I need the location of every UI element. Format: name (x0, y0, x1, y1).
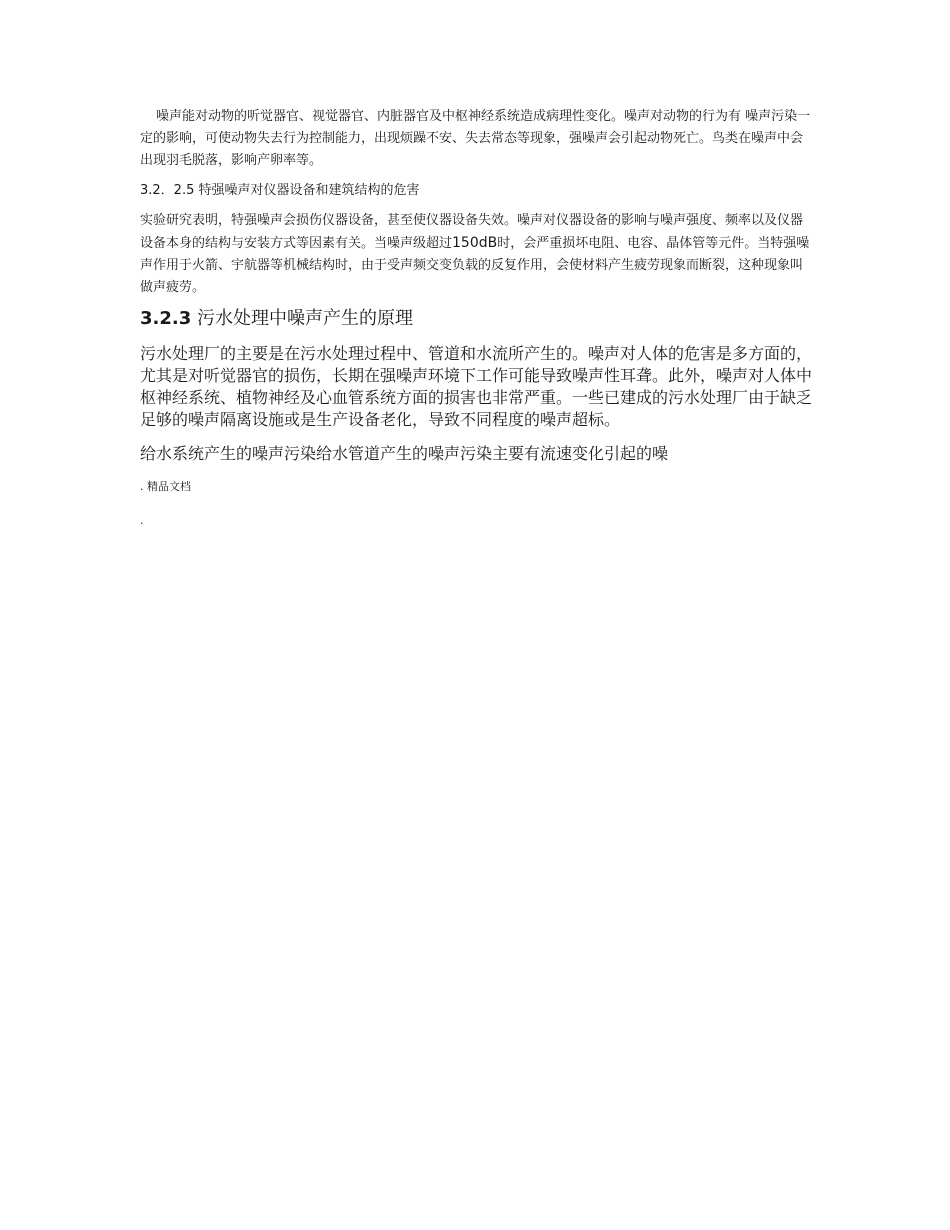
paragraph-water-supply-noise: 给水系统产生的噪声污染给水管道产生的噪声污染主要有流速变化引起的噪 (140, 444, 669, 463)
footer-dot: . (140, 514, 144, 527)
section-number: 3.2.3 (140, 308, 192, 329)
paragraph-animal-noise: 噪声能对动物的听觉器官、视觉器官、内脏器官及中枢神经系统造成病理性变化。噪声对动物的行为有 噪声污染一定的影响，可使动物失去行为控制能力，出现烦躁不安、失去常态等现象，强噪声会引起动物死亡。鸟类在噪声中会出现羽毛脱落，影响产卵率等。 (140, 109, 811, 168)
paragraph-equipment-damage (140, 210, 812, 299)
section-heading-3-2-3 (140, 305, 812, 333)
paragraph-wastewater-noise: 污水处理厂的主要是在污水处理过程中、管道和水流所产生的。噪声对人体的危害是多方面的，尤其是对听觉器官的损伤，长期在强噪声环境下工作可能导致噪声性耳聋。此外，噪声对人体中枢神经系统、植物神经及心血管系统方面的损害也非常严重。一些已建成的污水处理厂由于缺乏足够的噪声隔离设施或是生产设备老化，导致不同程度的噪声超标。 (140, 344, 813, 429)
section-title: 特强噪声对仪器设备和建筑结构的危害 (198, 183, 420, 198)
noise-level-value: 150dB (452, 235, 498, 251)
section-number: 3.2．2.5 (140, 183, 195, 198)
section-title: 污水处理中噪声产生的原理 (196, 308, 413, 329)
section-heading-3-2-2-5 (140, 180, 812, 202)
footer-label: . 精品文档 (140, 480, 191, 493)
paragraph-text-part: 时，会严重损坏电阻、电容、晶体管等元件。当特强噪声作用于火箭、宇航器等机械结构时，由于受声频交变负载的反复作用，会使材料产生疲劳现象而断裂，这种现象叫做声疲劳。 (140, 236, 810, 295)
paragraph-text-part: 实验研究表明，特强噪声会损伤仪器设备，甚至使仪器设备失效。噪声对仪器设备的影响与噪声强度、频率以及仪器设备本身的结构与安装方式等因素有关。当噪声级超过 (140, 213, 804, 251)
document-page (140, 106, 812, 529)
